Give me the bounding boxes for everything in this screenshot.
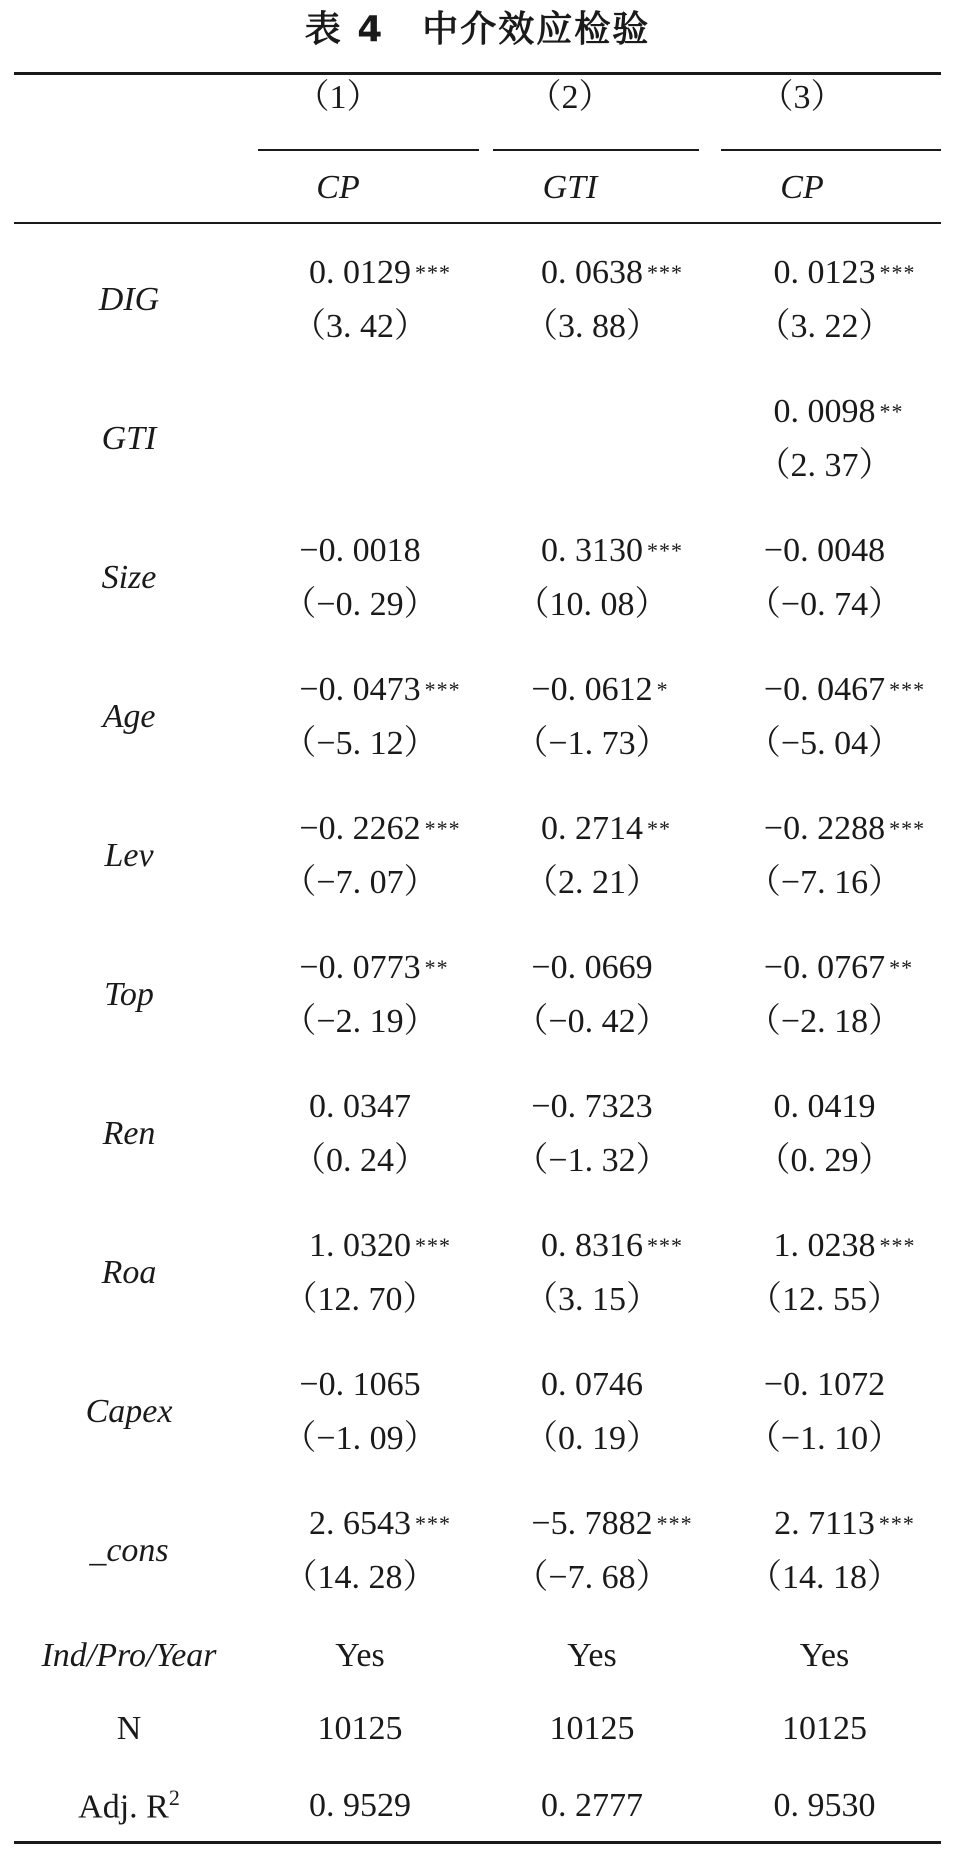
significance-stars: ** — [424, 954, 449, 980]
coefficient-wrap — [299, 670, 461, 708]
coefficient-line — [476, 663, 708, 717]
coefficient: −0. 1065 — [299, 1365, 421, 1403]
significance-stars: *** — [647, 537, 683, 563]
coefficient-wrap — [774, 1505, 915, 1542]
coefficient-wrap — [299, 1366, 420, 1403]
adj-r2-superscript: 2 — [168, 1785, 180, 1811]
estimate-cell — [244, 1481, 476, 1621]
coefficient: −0. 0473 — [299, 670, 421, 708]
coefficient-wrap — [773, 392, 904, 430]
significance-stars: *** — [879, 259, 916, 285]
coefficient: −0. 7323 — [531, 1087, 653, 1125]
coefficient-wrap — [531, 1088, 652, 1125]
significance-stars: *** — [424, 676, 461, 702]
estimate-cell — [708, 925, 941, 1064]
coefficient-line — [476, 1219, 708, 1273]
coefficient: −0. 0467 — [763, 670, 886, 708]
significance-stars: *** — [415, 1511, 451, 1536]
fe-value: Yes — [799, 1637, 850, 1674]
t-statistic: （−1. 73） — [514, 724, 670, 762]
significance-stars: *** — [879, 1232, 916, 1258]
significance-stars: *** — [878, 1511, 915, 1536]
coefficient-wrap — [764, 1366, 885, 1403]
table-row-n — [14, 1691, 941, 1766]
n-value: 10125 — [549, 1709, 635, 1747]
row-label: N — [116, 1709, 142, 1747]
coefficient-wrap — [309, 1226, 451, 1264]
estimate-cell — [476, 508, 708, 647]
t-statistic: （−7. 07） — [282, 863, 438, 901]
estimate-cell — [244, 1203, 476, 1342]
coefficient-line — [476, 524, 708, 578]
significance-stars: *** — [415, 1232, 451, 1258]
t-statistic: （−0. 74） — [746, 585, 903, 623]
estimate-cell — [476, 1203, 708, 1342]
table-row-adj-r2 — [14, 1766, 941, 1846]
table-row — [14, 925, 941, 1064]
coefficient-line — [476, 1497, 708, 1551]
coefficient-line — [708, 941, 941, 995]
t-statistic: （2. 37） — [756, 446, 893, 484]
coefficient: −0. 0669 — [531, 948, 653, 986]
table-title: 表 4 中介效应检验 — [304, 9, 651, 50]
estimate-cell — [708, 1342, 941, 1481]
t-statistic: （−1. 09） — [282, 1419, 438, 1457]
table-row — [14, 1064, 941, 1203]
table-row — [14, 786, 941, 925]
t-statistic: （−5. 12） — [282, 724, 438, 762]
coefficient-wrap — [763, 670, 926, 708]
significance-stars: ** — [889, 954, 914, 980]
coefficient-wrap — [541, 1226, 683, 1264]
coefficient-line — [476, 246, 708, 300]
coefficient-line — [244, 663, 476, 717]
coefficient-line — [476, 1080, 708, 1134]
coefficient: 0. 3130 — [541, 531, 643, 569]
coefficient-line — [708, 1497, 941, 1551]
t-statistic: （−1. 10） — [746, 1419, 903, 1457]
table-row — [14, 647, 941, 786]
coefficient-wrap — [541, 1366, 643, 1403]
coefficient-line — [708, 802, 941, 856]
coefficient: −5. 7882 — [531, 1505, 653, 1542]
coefficient-wrap — [299, 532, 420, 569]
coefficient: −0. 0612 — [531, 670, 653, 708]
coefficient-line — [708, 1080, 941, 1134]
significance-stars: *** — [889, 815, 926, 841]
estimate-cell — [244, 786, 476, 925]
coefficient-wrap — [309, 1088, 411, 1125]
coefficient-wrap — [309, 253, 451, 291]
row-label — [14, 1766, 244, 1846]
top-rule — [14, 72, 941, 75]
significance-stars: *** — [415, 259, 451, 285]
coefficient: 0. 2714 — [541, 809, 643, 847]
coefficient: −0. 2262 — [299, 809, 421, 847]
estimate-cell — [708, 369, 941, 508]
coefficient-wrap — [531, 1505, 693, 1542]
coefficient-line — [708, 524, 941, 578]
estimate-cell — [476, 1481, 708, 1621]
col-2-dependent-var: GTI — [542, 169, 598, 206]
t-statistic: （0. 19） — [524, 1419, 660, 1457]
estimate-cell — [244, 369, 476, 508]
fe-value: Yes — [567, 1637, 617, 1674]
coefficient-wrap — [531, 949, 652, 986]
header-rule — [14, 222, 941, 224]
coefficient-line — [244, 1080, 476, 1134]
significance-stars: *** — [647, 259, 683, 285]
coefficient: 0. 0746 — [541, 1365, 643, 1403]
coefficient: 2. 6543 — [309, 1505, 411, 1542]
coefficient-wrap — [763, 809, 926, 847]
coefficient-wrap — [541, 531, 683, 569]
coefficient: −0. 0773 — [299, 948, 421, 986]
r2-value: 0. 2777 — [541, 1787, 643, 1824]
coefficient: −0. 0048 — [763, 531, 886, 569]
estimate-cell — [476, 1342, 708, 1481]
coefficient-line — [244, 802, 476, 856]
estimate-cell — [244, 1342, 476, 1481]
coefficient-wrap — [309, 1505, 451, 1542]
coefficient-line — [476, 941, 708, 995]
estimate-cell — [244, 925, 476, 1064]
coefficient: −0. 0767 — [763, 948, 886, 986]
coefficient-line — [244, 524, 476, 578]
table-row-fixed-effects — [14, 1621, 941, 1691]
t-statistic: （12. 55） — [748, 1280, 901, 1318]
coefficient-wrap — [299, 948, 449, 986]
coefficient: −0. 1072 — [763, 1365, 886, 1403]
t-statistic: （−0. 42） — [514, 1002, 670, 1040]
col-1-underline — [258, 149, 479, 151]
coefficient-wrap — [773, 253, 916, 291]
bottom-rule — [14, 1841, 941, 1844]
table-row — [14, 508, 941, 647]
coefficient-wrap — [531, 670, 669, 708]
coefficient: 1. 0238 — [773, 1226, 876, 1264]
coefficient-line — [708, 385, 941, 439]
t-statistic: （−0. 29） — [282, 585, 438, 623]
coefficient-line — [244, 941, 476, 995]
coefficient-wrap — [541, 809, 671, 847]
col-3-underline — [721, 149, 941, 151]
col-2-underline — [493, 149, 699, 151]
table-row — [14, 1203, 941, 1342]
estimate-cell — [708, 508, 941, 647]
coefficient: 0. 0098 — [773, 392, 876, 430]
t-statistic: （14. 28） — [283, 1559, 437, 1596]
col-3-number: （3） — [759, 79, 845, 116]
coefficient-wrap — [774, 1088, 876, 1125]
col-1-dependent-var: CP — [316, 169, 360, 206]
coefficient: 0. 0638 — [541, 253, 643, 291]
table-row — [14, 1342, 941, 1481]
t-statistic: （0. 24） — [292, 1141, 428, 1179]
significance-stars: *** — [889, 676, 926, 702]
r2-value: 0. 9529 — [309, 1787, 411, 1824]
significance-stars: *** — [656, 1511, 693, 1536]
estimate-cell — [708, 1064, 941, 1203]
coefficient: 0. 0129 — [309, 253, 411, 291]
row-label: Ind/Pro/Year — [41, 1637, 217, 1674]
estimate-cell — [244, 230, 476, 369]
significance-stars: * — [656, 676, 669, 702]
significance-stars: *** — [424, 815, 461, 841]
coefficient-line — [708, 1219, 941, 1273]
significance-stars: *** — [647, 1232, 683, 1258]
r2-value: 0. 9530 — [773, 1787, 876, 1824]
estimate-cell — [244, 508, 476, 647]
estimate-cell — [708, 1481, 941, 1621]
coefficient-line — [244, 1219, 476, 1273]
fe-value: Yes — [335, 1637, 385, 1674]
regression-table — [14, 230, 941, 1846]
col-1-number: （1） — [295, 79, 381, 116]
estimate-cell — [476, 925, 708, 1064]
row-label: Age — [102, 697, 156, 735]
row-label: Size — [101, 558, 157, 596]
estimate-cell — [476, 786, 708, 925]
estimate-cell — [476, 369, 708, 508]
table-row — [14, 1481, 941, 1621]
estimate-cell — [708, 786, 941, 925]
significance-stars: ** — [879, 398, 904, 424]
row-label: DIG — [98, 280, 160, 318]
estimate-cell — [244, 647, 476, 786]
estimate-cell — [244, 1064, 476, 1203]
coefficient-wrap — [764, 532, 885, 569]
coefficient-line — [708, 246, 941, 300]
t-statistic: （−7. 16） — [746, 863, 903, 901]
adj-r2-label: Adj. R — [78, 1788, 169, 1826]
t-statistic: （14. 18） — [748, 1559, 901, 1596]
t-statistic: （−2. 18） — [746, 1002, 903, 1040]
coefficient-line — [244, 1497, 476, 1551]
row-label: Top — [104, 975, 154, 1013]
t-statistic: （−2. 19） — [282, 1002, 438, 1040]
estimate-cell — [476, 647, 708, 786]
coefficient-wrap — [773, 1226, 916, 1264]
coefficient-line — [708, 663, 941, 717]
t-statistic: （3. 88） — [524, 307, 660, 345]
coefficient: 2. 7113 — [774, 1505, 875, 1542]
t-statistic: （−5. 04） — [746, 724, 903, 762]
coefficient-line — [476, 1358, 708, 1412]
coefficient-wrap — [763, 948, 914, 986]
coefficient: 0. 0347 — [309, 1087, 411, 1125]
coefficient: 0. 8316 — [541, 1226, 643, 1264]
col-2-number: （2） — [527, 79, 613, 116]
estimate-cell — [476, 1064, 708, 1203]
estimate-cell — [708, 230, 941, 369]
coefficient: −0. 2288 — [763, 809, 886, 847]
row-label: GTI — [101, 419, 157, 457]
t-statistic: （2. 21） — [524, 863, 660, 901]
significance-stars: ** — [647, 815, 671, 841]
t-statistic: （12. 70） — [283, 1280, 437, 1318]
coefficient-line — [708, 1358, 941, 1412]
coefficient: −0. 0018 — [299, 531, 421, 569]
coefficient-wrap — [541, 253, 683, 291]
coefficient: 0. 0123 — [773, 253, 876, 291]
t-statistic: （10. 08） — [515, 585, 669, 623]
t-statistic: （−7. 68） — [514, 1559, 670, 1596]
row-label: Capex — [85, 1392, 173, 1430]
row-label: Ren — [102, 1114, 156, 1152]
coefficient: 1. 0320 — [309, 1226, 411, 1264]
row-label: Lev — [104, 836, 154, 874]
t-statistic: （−1. 32） — [514, 1141, 670, 1179]
table-row — [14, 369, 941, 508]
t-statistic: （3. 15） — [524, 1280, 660, 1318]
estimate-cell — [708, 1203, 941, 1342]
t-statistic: （0. 29） — [756, 1141, 893, 1179]
coefficient-wrap — [299, 809, 461, 847]
coefficient: 0. 0419 — [773, 1087, 876, 1125]
t-statistic: （3. 42） — [292, 307, 428, 345]
estimate-cell — [708, 647, 941, 786]
col-3-dependent-var: CP — [780, 169, 824, 206]
n-value: 10125 — [782, 1709, 867, 1747]
coefficient-line — [244, 1358, 476, 1412]
table-row — [14, 230, 941, 369]
t-statistic: （3. 22） — [756, 307, 893, 345]
estimate-cell — [476, 230, 708, 369]
coefficient-line — [244, 246, 476, 300]
coefficient-line — [476, 802, 708, 856]
row-label: _cons — [89, 1532, 169, 1569]
row-label: Roa — [101, 1253, 157, 1291]
n-value: 10125 — [317, 1709, 403, 1747]
